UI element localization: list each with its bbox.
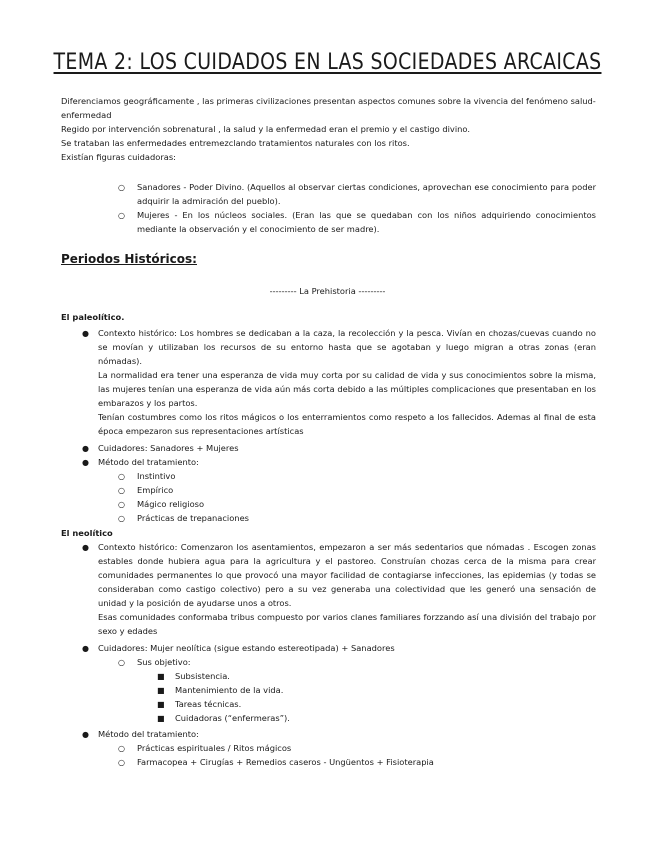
disc-bullet-icon: ● — [82, 458, 89, 467]
square-bullet-icon: ■ — [157, 686, 165, 695]
objetivo-label: Sus objetivo: — [137, 657, 191, 667]
metodo-item: Prácticas de trepanaciones — [137, 513, 249, 523]
square-bullet-icon: ■ — [157, 672, 165, 681]
contexto-text: Contexto histórico: Los hombres se dedicaban a la caza, la recolección y la pesca. Vivían en chozas/cuevas cuando no se movían y utilizaban los recursos de su entorno hasta que se agotaban y luego migran a otras zonas (eran nómadas). — [98, 328, 596, 366]
contexto-paragraph — [98, 540, 596, 638]
metodo-item: Empírico — [137, 485, 174, 495]
square-bullet-icon: ■ — [157, 700, 165, 709]
disc-bullet-icon: ● — [82, 329, 89, 338]
disc-bullet-icon: ● — [82, 543, 89, 552]
contexto-paragraph — [98, 326, 596, 438]
intro-paragraph: Regido por intervención sobrenatural , la salud y la enfermedad eran el premio y el castigo divino. — [61, 124, 470, 134]
metodo-item: Prácticas espirituales / Ritos mágicos — [137, 743, 292, 753]
disc-bullet-icon: ● — [82, 444, 89, 453]
intro-block — [61, 94, 597, 164]
circle-bullet-icon: ○ — [118, 183, 125, 192]
page-title: TEMA 2: LOS CUIDADOS EN LAS SOCIEDADES ARCAICAS — [53, 50, 602, 75]
intro-paragraph: Existían figuras cuidadoras: — [61, 152, 176, 162]
heading-paleolitico: El paleolítico. — [61, 312, 125, 322]
circle-bullet-icon: ○ — [118, 658, 125, 667]
objetivo-item: Cuidadoras (“enfermeras”). — [175, 713, 290, 723]
circle-bullet-icon: ○ — [118, 472, 125, 481]
metodo-item: Farmacopea + Cirugías + Remedios caseros - Ungüentos + Fisioterapia — [137, 757, 434, 767]
metodo-label: Método del tratamiento: — [98, 729, 199, 739]
cuidadores-item: Cuidadores: Mujer neolítica (sigue estando estereotipada) + Sanadores — [98, 643, 395, 653]
metodo-item: Instintivo — [137, 471, 176, 481]
metodo-item: Mágico religioso — [137, 499, 205, 509]
heading-neolitico: El neolítico — [61, 528, 113, 538]
section-heading-periodos: Periodos Históricos: — [61, 252, 197, 266]
figura-item: Sanadores - Poder Divino. (Aquellos al observar ciertas condiciones, aprovechan ese conocimiento para poder adquirir la admiración del pueblo). — [137, 182, 596, 206]
disc-bullet-icon: ● — [82, 644, 89, 653]
intro-paragraph: Diferenciamos geográficamente , las primeras civilizaciones presentan aspectos comunes sobre la vivencia del fenómeno salud-enfermedad — [61, 96, 596, 120]
square-bullet-icon: ■ — [157, 714, 165, 723]
objetivo-item: Mantenimiento de la vida. — [175, 685, 284, 695]
objetivo-item: Tareas técnicas. — [175, 699, 242, 709]
circle-bullet-icon: ○ — [118, 486, 125, 495]
intro-paragraph: Se trataban las enfermedades entremezclando tratamientos naturales con los ritos. — [61, 138, 410, 148]
disc-bullet-icon: ● — [82, 730, 89, 739]
metodo-label: Método del tratamiento: — [98, 457, 199, 467]
circle-bullet-icon: ○ — [118, 211, 125, 220]
prehistoria-label: --------- La Prehistoria --------- — [269, 286, 386, 296]
circle-bullet-icon: ○ — [118, 758, 125, 767]
circle-bullet-icon: ○ — [118, 514, 125, 523]
circle-bullet-icon: ○ — [118, 500, 125, 509]
figura-item: Mujeres - En los núcleos sociales. (Eran las que se quedaban con los niños adquiriendo conocimientos mediante la observación y el conocimiento de ser madre). — [137, 210, 596, 234]
objetivo-item: Subsistencia. — [175, 671, 230, 681]
contexto-text: Esas comunidades conformaba tribus compuesto por varios clanes familiares forzzando así una división del trabajo por sexo y edades — [98, 612, 596, 636]
circle-bullet-icon: ○ — [118, 744, 125, 753]
contexto-text: Tenían costumbres como los ritos mágicos o los enterramientos como respeto a los fallecidos. Ademas al final de esta época empezaron sus representaciones artísticas — [98, 412, 596, 436]
cuidadores-item: Cuidadores: Sanadores + Mujeres — [98, 443, 239, 453]
contexto-text: La normalidad era tener una esperanza de vida muy corta por su calidad de vida y sus conocimientos sobre la misma, las mujeres tenían una esperanza de vida aún más corta debido a las múltiples complicaciones que presentaban en los embarazos y los partos. — [98, 370, 596, 408]
contexto-text: Contexto histórico: Comenzaron los asentamientos, empezaron a ser más sedentarios que nómadas . Escogen zonas estables donde hubiera agua para la agricultura y el pastoreo. Construían chozas cerca de la misma para crear comunidades permanentes lo que provocó una mayor facilidad de contagiarse infecciones, las epidemias (y todas se consideraban como castigo colectivo) pero a su vez generaba una colectividad que les generó una sensación de unidad y la posición de ayudarse unos a otros. — [98, 542, 596, 608]
